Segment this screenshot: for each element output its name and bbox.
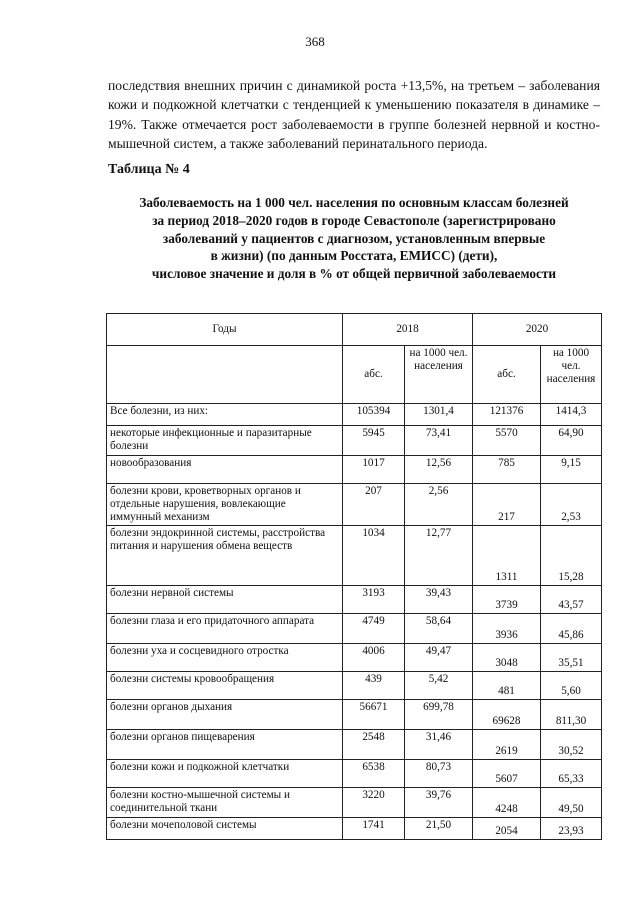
table-row xyxy=(107,426,602,456)
abs-2020-cell: 69628 xyxy=(473,700,541,730)
header-abs-2018: абс. xyxy=(343,346,405,404)
disease-name-cell: болезни мочеполовой системы xyxy=(107,818,343,840)
abs-2018-cell: 105394 xyxy=(343,404,405,426)
table-row xyxy=(107,614,602,644)
per1000-2020-cell: 49,50 xyxy=(541,788,602,818)
abs-2018-cell: 1017 xyxy=(343,456,405,484)
abs-2018-cell: 4749 xyxy=(343,614,405,644)
table-row xyxy=(107,644,602,672)
per1000-2018-cell: 699,78 xyxy=(405,700,473,730)
header-year-2018: 2018 xyxy=(343,314,473,346)
per1000-2020-cell: 30,52 xyxy=(541,730,602,760)
abs-2020-cell: 5570 xyxy=(473,426,541,456)
header-per1000-2020: на 1000 чел. населения xyxy=(541,346,602,404)
disease-name-cell: Все болезни, из них: xyxy=(107,404,343,426)
intro-paragraph: последствия внешних причин с динамикой роста +13,5%, на третьем – заболевания кожи и подкожной клетчатки с тенденцией к уменьшению показателя в динамике – 19%. Также отмечается рост заболеваемости в группе болезней нервной и костно-мышечной систем, а также заболеваний перинатального периода. xyxy=(108,77,600,152)
per1000-2020-cell: 5,60 xyxy=(541,672,602,700)
per1000-2018-cell: 39,76 xyxy=(405,788,473,818)
abs-2018-cell: 6538 xyxy=(343,760,405,788)
abs-2020-cell: 2619 xyxy=(473,730,541,760)
disease-name-cell: болезни кожи и подкожной клетчатки xyxy=(107,760,343,788)
per1000-2020-cell: 23,93 xyxy=(541,818,602,840)
per1000-2020-cell: 1414,3 xyxy=(541,404,602,426)
per1000-2018-cell: 80,73 xyxy=(405,760,473,788)
table-row xyxy=(107,700,602,730)
abs-2018-cell: 4006 xyxy=(343,644,405,672)
per1000-2018-cell: 21,50 xyxy=(405,818,473,840)
table-row xyxy=(107,526,602,586)
disease-name-cell: болезни органов дыхания xyxy=(107,700,343,730)
abs-2020-cell: 5607 xyxy=(473,760,541,788)
abs-2020-cell: 3048 xyxy=(473,644,541,672)
disease-name-cell: болезни эндокринной системы, расстройства питания и нарушения обмена веществ xyxy=(107,526,343,586)
disease-name-cell: болезни системы кровообращения xyxy=(107,672,343,700)
header-empty-cell xyxy=(107,346,343,404)
abs-2020-cell: 2054 xyxy=(473,818,541,840)
table-row xyxy=(107,586,602,614)
table-row xyxy=(107,672,602,700)
abs-2020-cell: 481 xyxy=(473,672,541,700)
table-row xyxy=(107,788,602,818)
per1000-2018-cell: 58,64 xyxy=(405,614,473,644)
table-title-line: Заболеваемость на 1 000 чел. населения по основным классам болезней xyxy=(139,195,569,210)
abs-2018-cell: 439 xyxy=(343,672,405,700)
per1000-2018-cell: 49,47 xyxy=(405,644,473,672)
table-title-line: заболеваний у пациентов с диагнозом, установленным впервые xyxy=(162,230,546,246)
table-row xyxy=(107,730,602,760)
disease-name-cell: болезни нервной системы xyxy=(107,586,343,614)
per1000-2020-cell: 43,57 xyxy=(541,586,602,614)
abs-2020-cell: 4248 xyxy=(473,788,541,818)
abs-2018-cell: 207 xyxy=(343,484,405,526)
per1000-2018-cell: 12,56 xyxy=(405,456,473,484)
disease-name-cell: болезни крови, кроветворных органов и отдельные нарушения, вовлекающие иммунный механизм xyxy=(107,484,343,526)
abs-2020-cell: 3936 xyxy=(473,614,541,644)
table-title-line: числовое значение и доля в % от общей первичной заболеваемости xyxy=(151,266,557,282)
per1000-2018-cell: 1301,4 xyxy=(405,404,473,426)
table-row xyxy=(107,818,602,840)
per1000-2018-cell: 39,43 xyxy=(405,586,473,614)
abs-2020-cell: 121376 xyxy=(473,404,541,426)
abs-2020-cell: 3739 xyxy=(473,586,541,614)
table-row xyxy=(107,456,602,484)
table-row xyxy=(107,404,602,426)
table-label: Таблица № 4 xyxy=(108,162,190,177)
per1000-2020-cell: 64,90 xyxy=(541,426,602,456)
abs-2018-cell: 3220 xyxy=(343,788,405,818)
per1000-2020-cell: 811,30 xyxy=(541,700,602,730)
abs-2018-cell: 1034 xyxy=(343,526,405,586)
per1000-2020-cell: 9,15 xyxy=(541,456,602,484)
header-years: Годы xyxy=(107,314,343,346)
per1000-2018-cell: 2,56 xyxy=(405,484,473,526)
per1000-2020-cell: 45,86 xyxy=(541,614,602,644)
disease-name-cell: болезни уха и сосцевидного отростка xyxy=(107,644,343,672)
per1000-2018-cell: 31,46 xyxy=(405,730,473,760)
per1000-2020-cell: 15,28 xyxy=(541,526,602,586)
per1000-2020-cell: 65,33 xyxy=(541,760,602,788)
abs-2018-cell: 1741 xyxy=(343,818,405,840)
table-title xyxy=(106,194,602,283)
header-per1000-2018: на 1000 чел. населения xyxy=(405,346,473,404)
morbidity-table xyxy=(106,313,602,840)
table-title-line: в жизни) (по данным Росстата, ЕМИСС) (дети), xyxy=(210,248,498,264)
disease-name-cell: некоторые инфекционные и паразитарные болезни xyxy=(107,426,343,456)
header-year-2020: 2020 xyxy=(473,314,602,346)
per1000-2020-cell: 35,51 xyxy=(541,644,602,672)
abs-2020-cell: 217 xyxy=(473,484,541,526)
abs-2020-cell: 1311 xyxy=(473,526,541,586)
abs-2018-cell: 3193 xyxy=(343,586,405,614)
disease-name-cell: новообразования xyxy=(107,456,343,484)
per1000-2020-cell: 2,53 xyxy=(541,484,602,526)
disease-name-cell: болезни глаза и его придаточного аппарата xyxy=(107,614,343,644)
per1000-2018-cell: 5,42 xyxy=(405,672,473,700)
table-row xyxy=(107,760,602,788)
abs-2018-cell: 5945 xyxy=(343,426,405,456)
page-number: 368 xyxy=(305,34,325,49)
table-row xyxy=(107,484,602,526)
disease-name-cell: болезни костно-мышечной системы и соединительной ткани xyxy=(107,788,343,818)
abs-2018-cell: 56671 xyxy=(343,700,405,730)
abs-2020-cell: 785 xyxy=(473,456,541,484)
disease-name-cell: болезни органов пищеварения xyxy=(107,730,343,760)
table-title-line: за период 2018–2020 годов в городе Севастополе (зарегистрировано xyxy=(152,212,556,228)
per1000-2018-cell: 73,41 xyxy=(405,426,473,456)
per1000-2018-cell: 12,77 xyxy=(405,526,473,586)
header-abs-2020: абс. xyxy=(473,346,541,404)
abs-2018-cell: 2548 xyxy=(343,730,405,760)
